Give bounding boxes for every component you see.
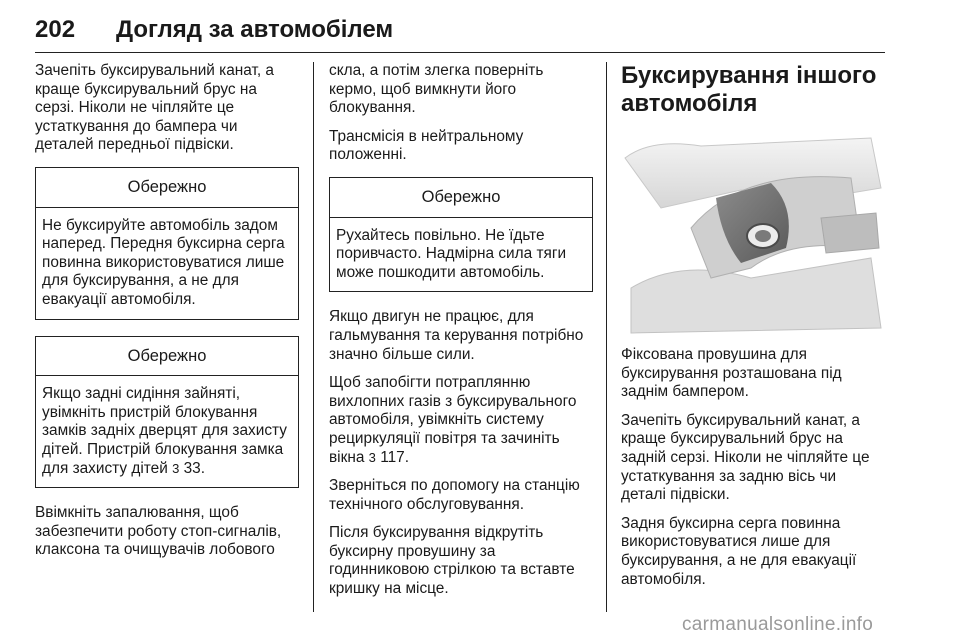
column-3	[621, 62, 885, 599]
caution-title: Обережно	[36, 168, 298, 208]
column-divider-1	[313, 62, 314, 612]
paragraph: Зверніться по допомогу на станцію технічного обслуговування.	[329, 477, 580, 513]
site-watermark: carmanualsonline.info	[682, 614, 874, 635]
caution-box	[35, 336, 299, 489]
caution-box	[329, 177, 593, 292]
caution-text: Рухайтесь повільно. Не їдьте поривчасто. Надмірна сила тяги може пошкодити автомобіль.	[336, 226, 567, 281]
page-number: 202	[35, 16, 76, 43]
page-ref-link[interactable]: 33.	[183, 459, 206, 477]
towing-eye-icon	[621, 128, 885, 338]
paragraph: Трансмісія в нейтральному положенні.	[329, 127, 524, 164]
page-ref-arrow-icon: 3	[172, 460, 180, 476]
paragraph: Якщо двигун не працює, для гальмування та керування потрібно значно більше сили.	[329, 308, 584, 363]
towing-eye-illustration	[621, 128, 885, 338]
paragraph	[329, 374, 593, 467]
paragraph: Після буксирування відкрутіть буксирну провушину за годинниковою стрілкою та вставте кришку на місце.	[329, 524, 575, 598]
section-heading: Буксирування іншого автомобіля	[621, 62, 877, 117]
paragraph: скла, а потім злегка поверніть кермо, щоб вимкнути його блокування.	[329, 62, 544, 117]
caution-text: Не буксируйте автомобіль задом наперед. Передня буксирна серга повинна використовуватися лише для буксирування, а не для евакуації автомобіля.	[42, 216, 285, 308]
column-divider-2	[606, 62, 607, 612]
paragraph: Задня буксирна серга повинна використовуватися лише для буксирування, а не для евакуації автомобіля.	[621, 514, 857, 588]
paragraph: Фіксована провушина для буксирування розташована під заднім бампером.	[621, 346, 842, 401]
page-title: Догляд за автомобілем	[116, 16, 394, 43]
caution-text-main: Якщо задні сидіння зайняті, увімкніть пристрій блокування замків задніх дверцят для захисту дітей. Пристрій блокування замка для захисту дітей	[42, 385, 287, 477]
column-1	[35, 62, 299, 570]
caution-title: Обережно	[330, 178, 592, 218]
paragraph: Зачепіть буксирувальний канат, а краще буксирувальний брус на серзі. Ніколи не чіпляйте це устаткування до бампера чи деталей передньої підвіски.	[35, 62, 274, 154]
caution-text	[36, 376, 298, 487]
page-ref-arrow-icon: 3	[368, 449, 376, 465]
paragraph-text: Щоб запобігти потраплянню вихлопних газів з буксирувального автомобіля, увімкніть систему рециркуляції повітря та зачиніть вікна	[329, 374, 577, 466]
caution-title: Обережно	[36, 337, 298, 377]
paragraph: Зачепіть буксирувальний канат, а краще буксирувальний брус на задній серзі. Ніколи не чіпляйте це устаткування за задню вісь чи деталі підвіски.	[621, 411, 870, 504]
column-2	[329, 62, 593, 609]
page-header	[35, 8, 885, 53]
caution-box	[35, 167, 299, 320]
paragraph: Ввімкніть запалювання, щоб забезпечити роботу стоп-сигналів, клаксона та очищувачів лобового	[35, 504, 282, 559]
page-ref-link[interactable]: 117.	[380, 448, 409, 466]
